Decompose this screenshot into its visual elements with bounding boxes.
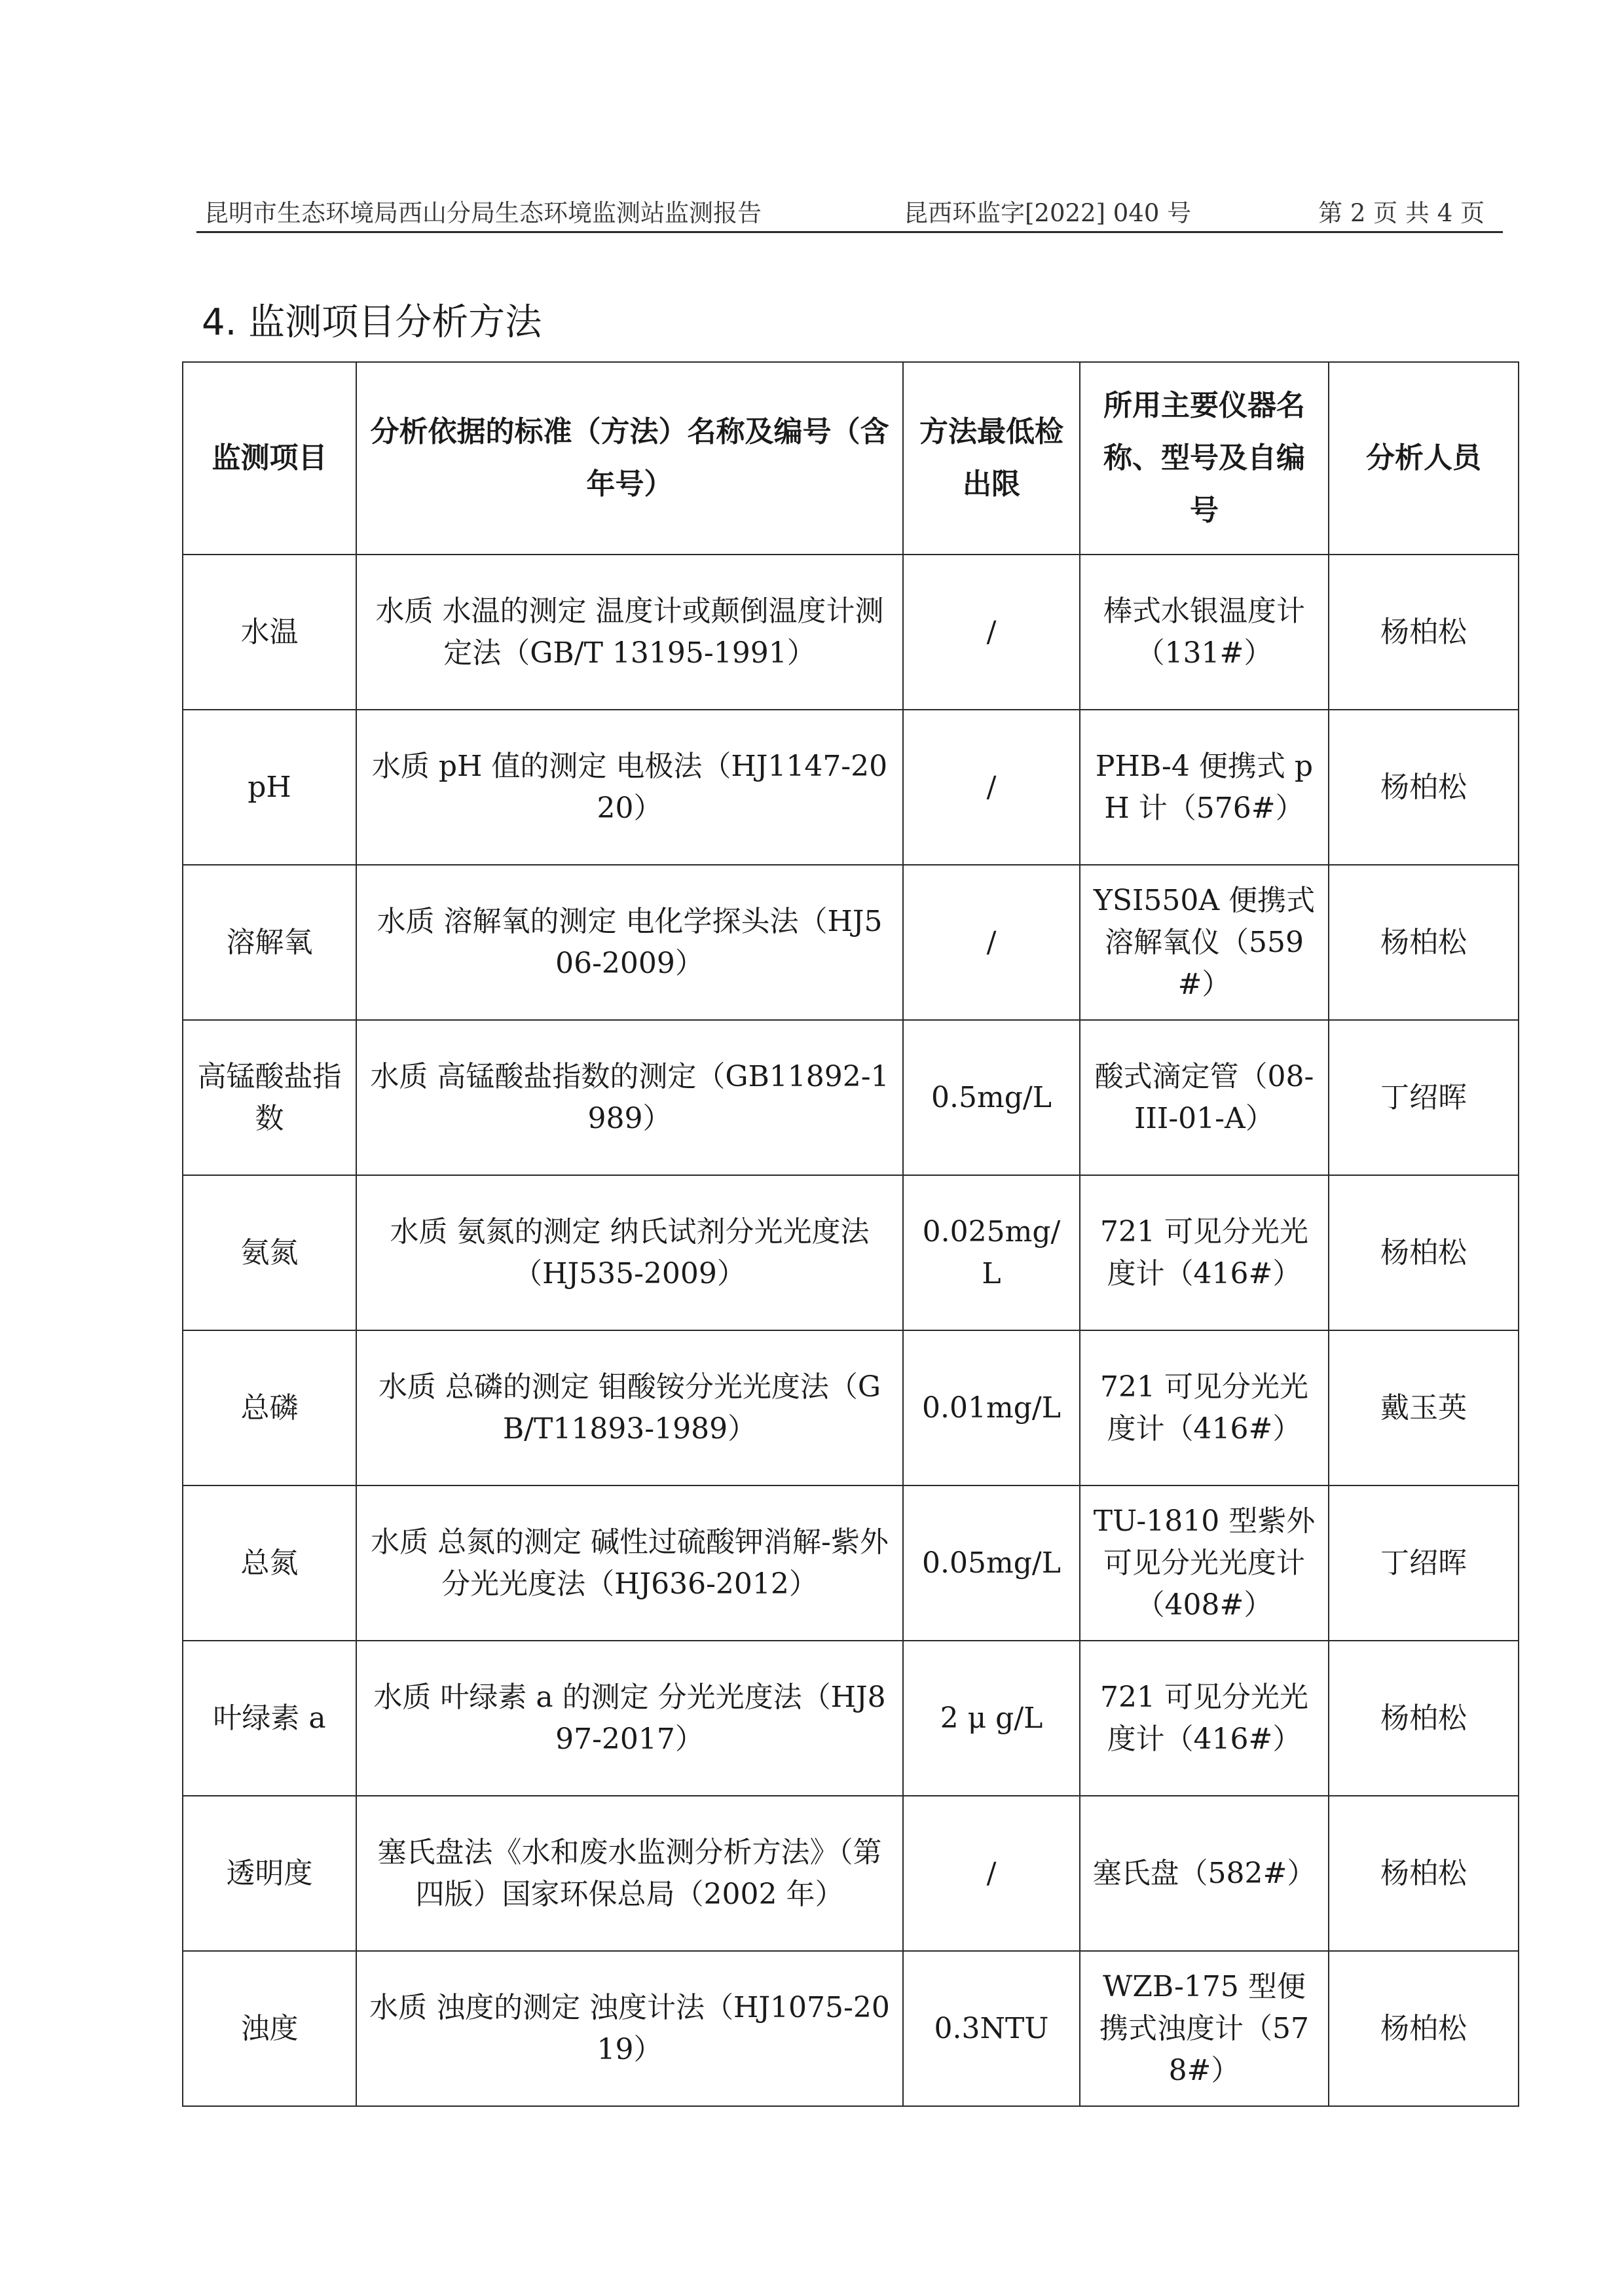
cell-instrument: WZB-175 型便携式浊度计（578#） [1080,1951,1329,2106]
cell-item: 氨氮 [183,1175,356,1330]
table-row [183,1641,1519,1796]
cell-analyst: 杨柏松 [1329,865,1519,1020]
cell-method: 塞氏盘法《水和废水监测分析方法》（第四版）国家环保总局（2002 年） [356,1796,903,1951]
table-row [183,1330,1519,1485]
cell-method: 水质 浊度的测定 浊度计法（HJ1075-2019） [356,1951,903,2106]
cell-detection-limit: 0.5mg/L [903,1020,1080,1175]
cell-detection-limit: / [903,865,1080,1020]
cell-item: 高锰酸盐指数 [183,1020,356,1175]
cell-method: 水质 总氮的测定 碱性过硫酸钾消解-紫外分光光度法（HJ636-2012） [356,1485,903,1641]
cell-item: 浊度 [183,1951,356,2106]
header-cell-method: 分析依据的标准（方法）名称及编号（含年号） [356,362,903,555]
cell-item: 总磷 [183,1330,356,1485]
cell-method: 水质 高锰酸盐指数的测定（GB11892-1989） [356,1020,903,1175]
page-header [196,187,1503,233]
cell-detection-limit: 2 μ g/L [903,1641,1080,1796]
cell-item: 水温 [183,555,356,710]
cell-instrument: PHB-4 便携式 pH 计（576#） [1080,710,1329,865]
cell-method: 水质 水温的测定 温度计或颠倒温度计测定法（GB/T 13195-1991） [356,555,903,710]
header-cell-instrument: 所用主要仪器名称、型号及自编号 [1080,362,1329,555]
header-cell-item: 监测项目 [183,362,356,555]
table-row [183,1796,1519,1951]
cell-instrument: 塞氏盘（582#） [1080,1796,1329,1951]
cell-detection-limit: / [903,1796,1080,1951]
cell-analyst: 杨柏松 [1329,1641,1519,1796]
cell-method: 水质 pH 值的测定 电极法（HJ1147-2020） [356,710,903,865]
cell-detection-limit: 0.3NTU [903,1951,1080,2106]
cell-instrument: 721 可见分光光度计（416#） [1080,1641,1329,1796]
cell-instrument: 酸式滴定管（08-III-01-A） [1080,1020,1329,1175]
cell-detection-limit: 0.01mg/L [903,1330,1080,1485]
cell-instrument: 721 可见分光光度计（416#） [1080,1330,1329,1485]
cell-item: 溶解氧 [183,865,356,1020]
cell-item: 总氮 [183,1485,356,1641]
header-page-number: 第 2 页 共 4 页 [1318,199,1485,227]
cell-instrument: YSI550A 便携式溶解氧仪（559#） [1080,865,1329,1020]
cell-instrument: TU-1810 型紫外可见分光光度计（408#） [1080,1485,1329,1641]
cell-detection-limit: / [903,555,1080,710]
cell-analyst: 戴玉英 [1329,1330,1519,1485]
table-row [183,555,1519,710]
cell-item: pH [183,710,356,865]
table-row [183,710,1519,865]
cell-detection-limit: 0.05mg/L [903,1485,1080,1641]
table-row [183,1485,1519,1641]
cell-item: 叶绿素 a [183,1641,356,1796]
table-row [183,1020,1519,1175]
cell-method: 水质 叶绿素 a 的测定 分光光度法（HJ897-2017） [356,1641,903,1796]
cell-detection-limit: / [903,710,1080,865]
cell-method: 水质 溶解氧的测定 电化学探头法（HJ506-2009） [356,865,903,1020]
cell-analyst: 杨柏松 [1329,555,1519,710]
table-row [183,1175,1519,1330]
cell-method: 水质 氨氮的测定 纳氏试剂分光光度法（HJ535-2009） [356,1175,903,1330]
section-title: 4. 监测项目分析方法 [202,301,542,344]
table-header-row [183,362,1519,555]
cell-instrument: 棒式水银温度计（131#） [1080,555,1329,710]
header-cell-analyst: 分析人员 [1329,362,1519,555]
cell-instrument: 721 可见分光光度计（416#） [1080,1175,1329,1330]
cell-item: 透明度 [183,1796,356,1951]
header-report-no: 昆西环监字[2022] 040 号 [904,199,1192,227]
cell-analyst: 杨柏松 [1329,710,1519,865]
cell-analyst: 杨柏松 [1329,1796,1519,1951]
cell-analyst: 杨柏松 [1329,1175,1519,1330]
cell-detection-limit: 0.025mg/L [903,1175,1080,1330]
cell-analyst: 丁绍晖 [1329,1485,1519,1641]
cell-analyst: 丁绍晖 [1329,1020,1519,1175]
cell-analyst: 杨柏松 [1329,1951,1519,2106]
cell-method: 水质 总磷的测定 钼酸铵分光光度法（GB/T11893-1989） [356,1330,903,1485]
header-cell-detection-limit: 方法最低检出限 [903,362,1080,555]
table-row [183,1951,1519,2106]
header-org: 昆明市生态环境局西山分局生态环境监测站监测报告 [204,199,762,227]
methods-table [182,361,1519,2107]
table-row [183,865,1519,1020]
